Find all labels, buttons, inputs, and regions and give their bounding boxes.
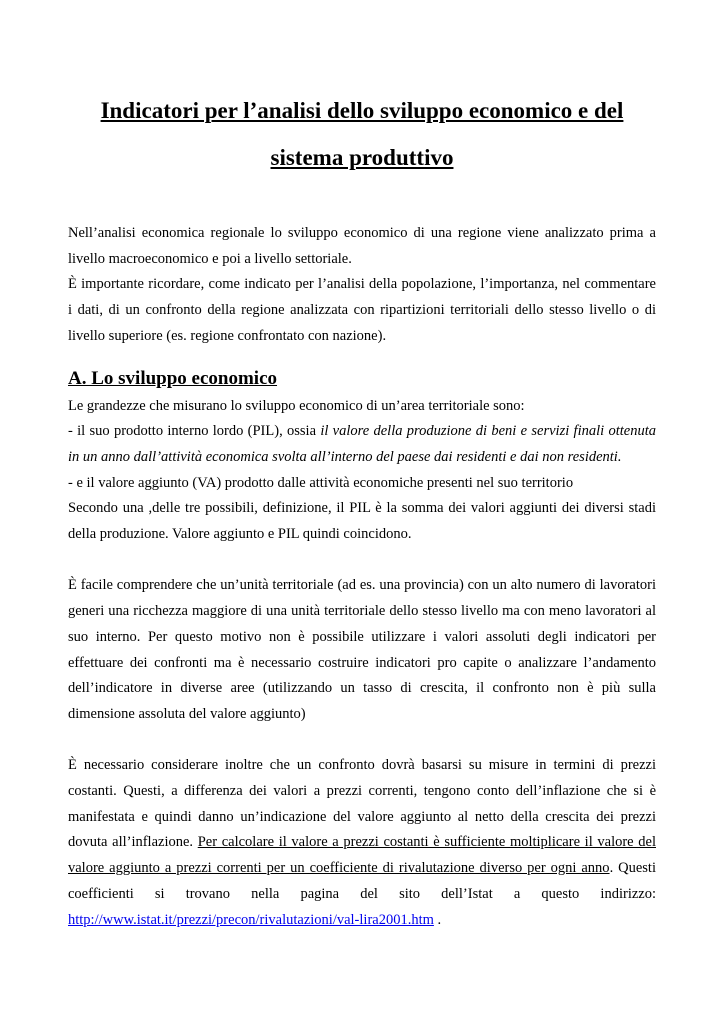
constant-prices-paragraph	[68, 753, 656, 933]
title-line-2: sistema produttivo	[270, 145, 454, 170]
link-tail: .	[433, 911, 442, 928]
pil-definition-item	[68, 419, 656, 470]
pil-item-prefix: - il suo prodotto interno lordo (PIL), ossia	[68, 423, 321, 440]
definition-note: Secondo una ,delle tre possibili, definizione, il PIL è la somma dei valori aggiunti dei diversi stadi della produzione. Valore aggiunto e PIL quindi coincidono.	[68, 500, 656, 543]
constant-prices-underlined: Per calcolare il valore a prezzi costanti è sufficiente moltiplicare il valore del valore aggiunto a prezzi correnti per un coefficiente di rivalutazione diverso per ogni anno	[68, 834, 656, 877]
section-a-lead: Le grandezze che misurano lo sviluppo economico di un’area territoriale sono:	[68, 397, 525, 414]
territorial-units-paragraph: È facile comprendere che un’unità territoriale (ad es. una provincia) con un alto numero di lavoratori generi una ricchezza maggiore di una unità territoriale dello stesso livello ma con meno lavoratori al suo interno. Per questo motivo non è possibile utilizzare i valori assoluti degli indicatori per effettuare dei confronti ma è necessario costruire indicatori pro capite o analizzare l’andamento dell’indicatore in diverse aree (utilizzando un tasso di crescita, il confronto non è più sulla dimensione assoluta del valore aggiunto)	[68, 577, 656, 722]
spacer	[68, 548, 656, 574]
intro-paragraph-1: Nell’analisi economica regionale lo sviluppo economico di una regione viene analizzato prima a livello macroeconomico e poi a livello settoriale.	[68, 225, 656, 267]
va-item: - e il valore aggiunto (VA) prodotto dalle attività economiche presenti nel suo territorio	[68, 474, 574, 491]
document-title	[68, 0, 656, 181]
spacer	[68, 728, 656, 754]
intro-paragraph-2: È importante ricordare, come indicato per l’analisi della popolazione, l’importanza, nel commentare i dati, di un confronto della regione analizzata con ripartizioni territoriali dello stesso livello o di livello superiore (es. regione confrontato con nazione).	[68, 276, 656, 344]
title-line-1: Indicatori per l’analisi dello sviluppo economico e del	[100, 98, 624, 123]
pil-definition-italic: il valore della produzione di beni e servizi finali ottenuta in un anno dall’attività economica svolta all’interno del paese dai residenti e dai non residenti.	[68, 423, 656, 465]
istat-link[interactable]: http://www.istat.it/prezzi/precon/rivalutazioni/val-lira2001.htm	[68, 911, 434, 928]
section-a-heading: A. Lo sviluppo economico	[68, 367, 278, 389]
constant-prices-text: È necessario considerare inoltre che un confronto dovrà basarsi su misure in termini di prezzi costanti. Questi, a differenza dei valori a prezzi correnti, tengono conto dell’inflazione che si è manifestata e quindi danno un’indicazione del valore aggiunto al netto della crescita dei prezzi dovuta all’inflazione.	[68, 757, 656, 851]
constant-prices-after: . Questi coefficienti si trovano nella pagina del sito dell’Istat a questo indirizzo:	[68, 860, 656, 902]
